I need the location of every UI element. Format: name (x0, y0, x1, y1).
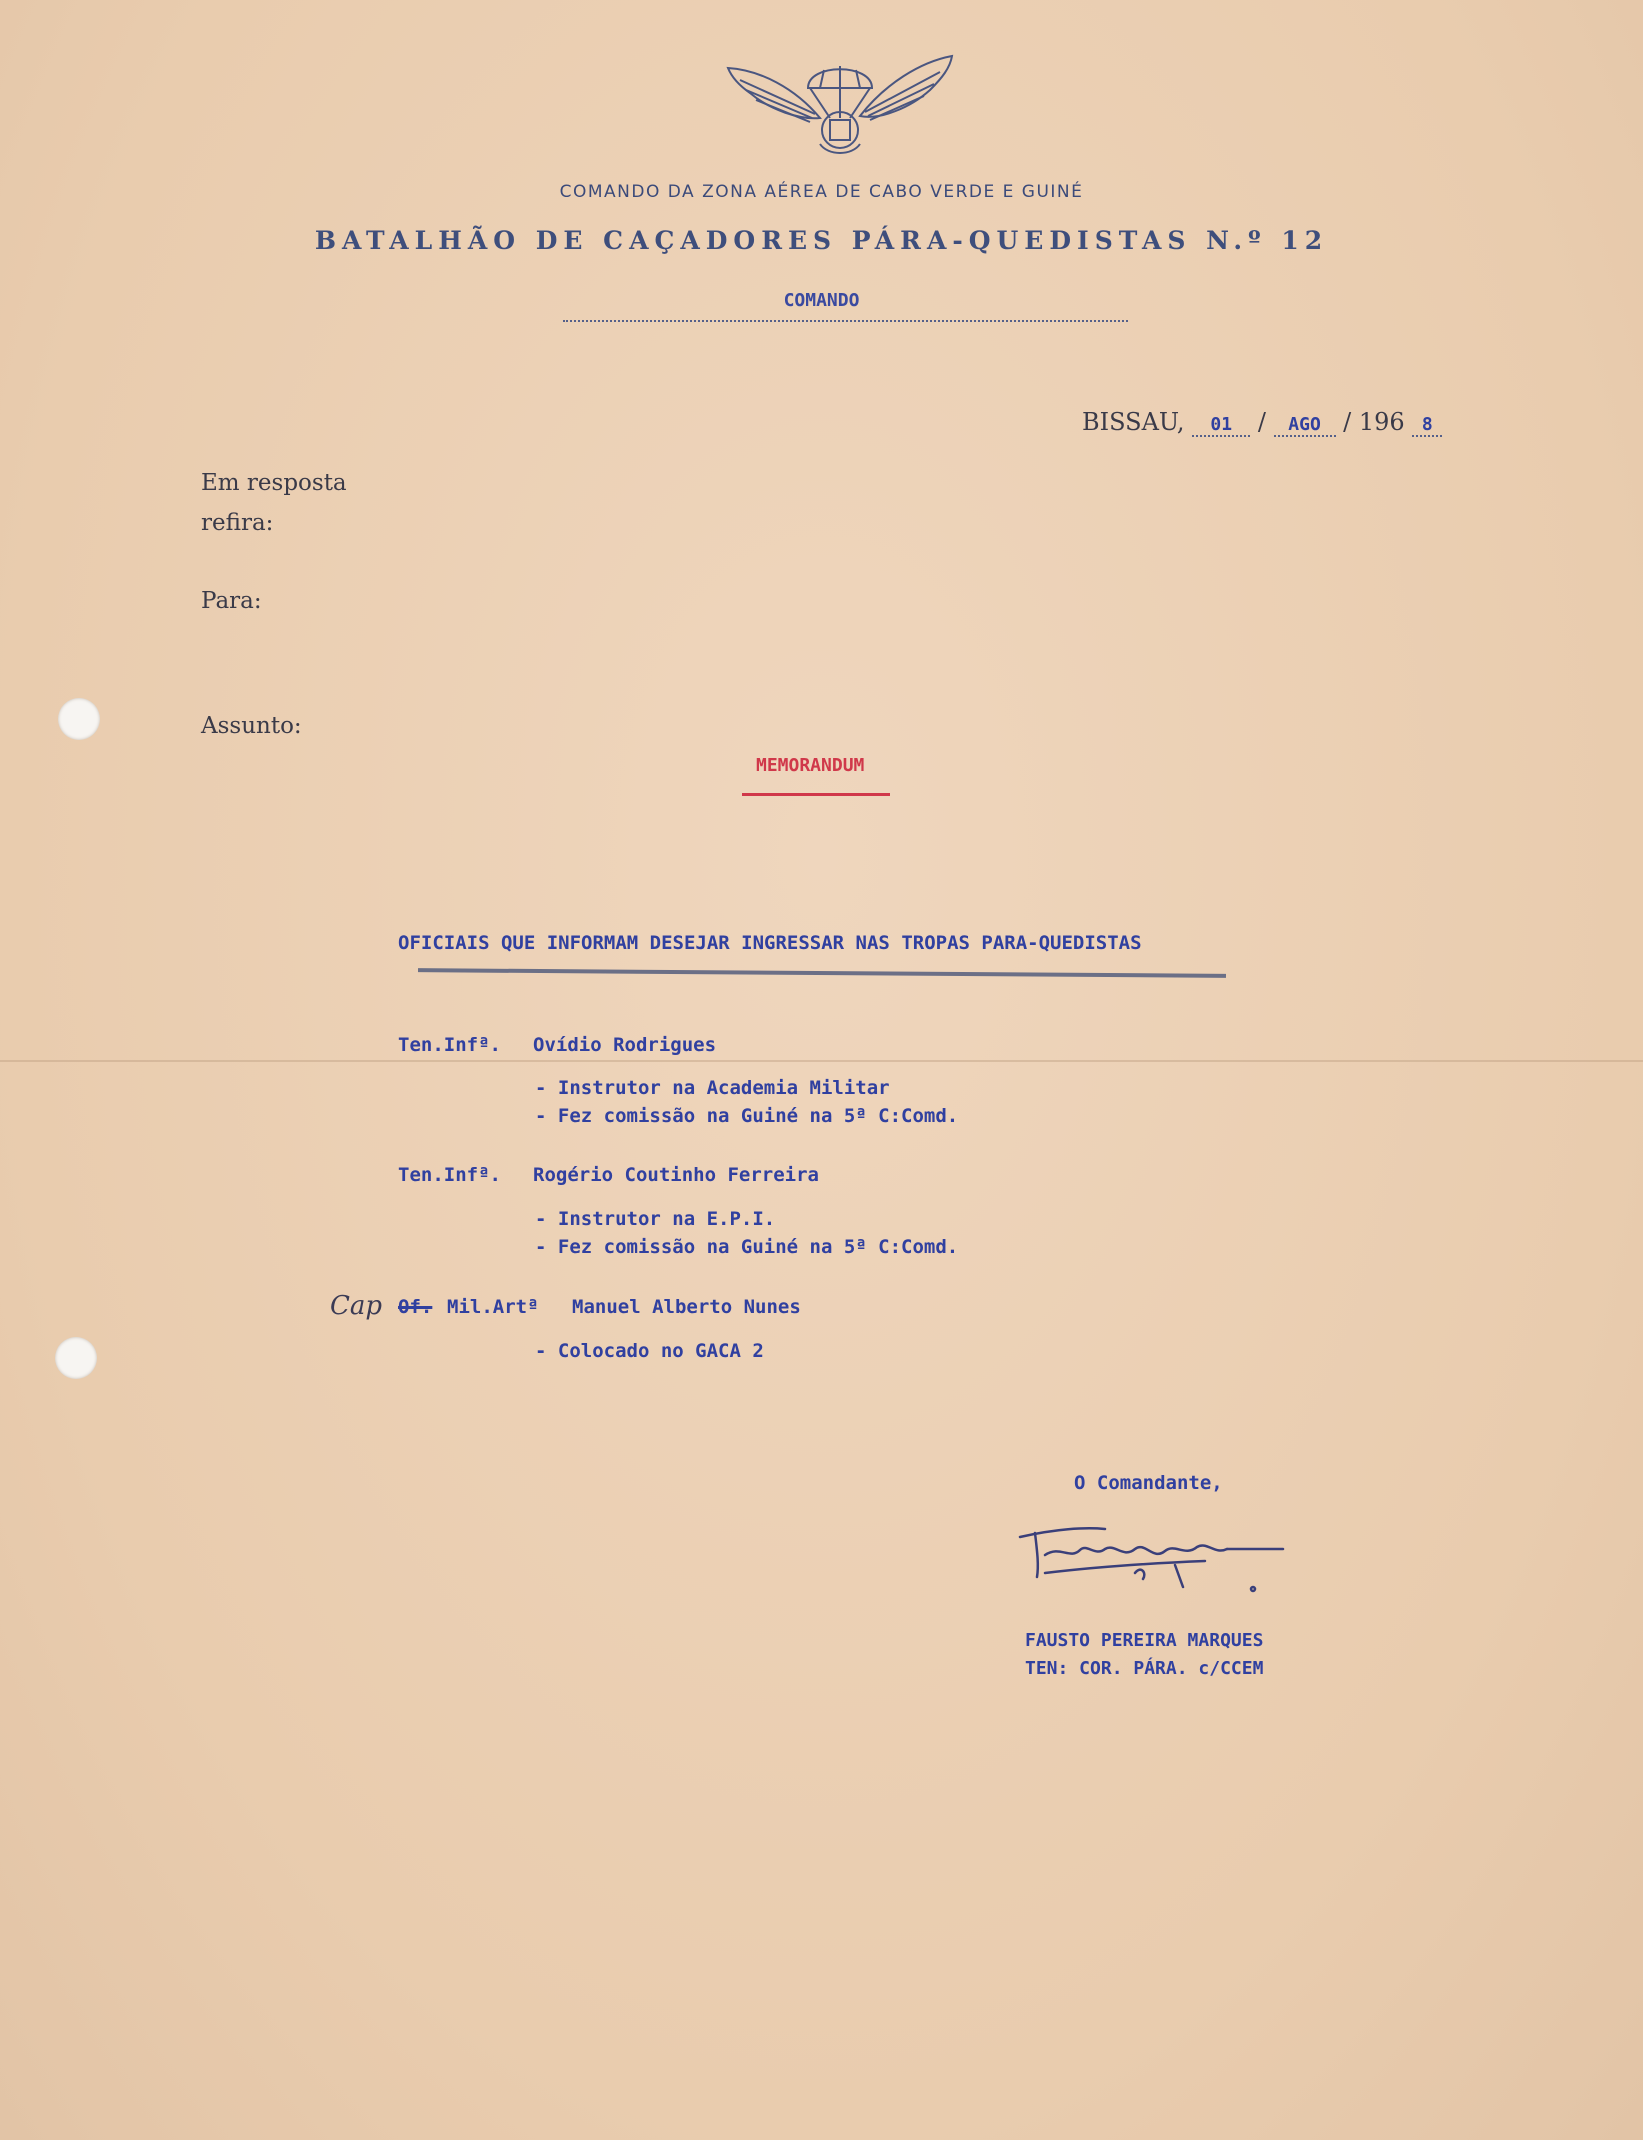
officer-note: - Instrutor na E.P.I. (535, 1208, 776, 1230)
officer-note: - Fez comissão na Guiné na 5ª C:Comd. (535, 1105, 959, 1127)
subject-label: Assunto: (201, 713, 302, 739)
punch-hole (55, 1337, 97, 1379)
letterhead-command: COMANDO DA ZONA AÉREA DE CABO VERDE E GUINÉ (559, 182, 1084, 202)
date-year-prefix: 196 (1358, 408, 1405, 436)
officer-rank: Ten.Infª. (398, 1164, 501, 1186)
signatory-title: TEN: COR. PÁRA. c/CCEM (1025, 1658, 1264, 1679)
to-label: Para: (201, 588, 262, 614)
date-place: BISSAU, (1082, 408, 1185, 436)
paper-fold (0, 1060, 1643, 1062)
handwritten-rank-correction: Cap (330, 1291, 383, 1321)
officer-note: - Colocado no GACA 2 (535, 1340, 764, 1362)
reply-label-line2: refira: (201, 510, 274, 536)
officer-note: - Instrutor na Academia Militar (535, 1077, 890, 1099)
officer-note: - Fez comissão na Guiné na 5ª C:Comd. (535, 1236, 959, 1258)
officer-rank: Ten.Infª. (398, 1034, 501, 1056)
date-line: BISSAU, 01 / AGO / 196 8 (1082, 408, 1442, 437)
date-year-suffix: 8 (1412, 414, 1442, 437)
struck-rank: Of. (398, 1296, 433, 1318)
officer-rank: Mil.Artª (447, 1296, 539, 1318)
memo-heading-underline (418, 968, 1226, 978)
letterhead-section: COMANDO (783, 290, 860, 311)
officer-name: Manuel Alberto Nunes (572, 1296, 801, 1318)
winged-parachute-emblem (720, 48, 960, 163)
date-day: 01 (1192, 414, 1250, 437)
punch-hole (58, 698, 100, 740)
signatory-name: FAUSTO PEREIRA MARQUES (1025, 1630, 1264, 1651)
date-month: AGO (1274, 414, 1336, 437)
reply-label-line1: Em resposta (201, 470, 347, 496)
letterhead-battalion: BATALHÃO DE CAÇADORES PÁRA-QUEDISTAS N.º 12 (314, 226, 1329, 255)
officer-name: Rogério Coutinho Ferreira (533, 1164, 819, 1186)
letterhead-divider (563, 320, 1128, 322)
memo-title-underline (742, 793, 890, 796)
handwritten-signature (1015, 1515, 1295, 1605)
signature-closing: O Comandante, (1074, 1472, 1223, 1494)
memo-title: MEMORANDUM (756, 755, 865, 776)
memo-heading: OFICIAIS QUE INFORMAM DESEJAR INGRESSAR NAS TROPAS PARA-QUEDISTAS (398, 932, 1142, 954)
officer-name: Ovídio Rodrigues (533, 1034, 717, 1056)
